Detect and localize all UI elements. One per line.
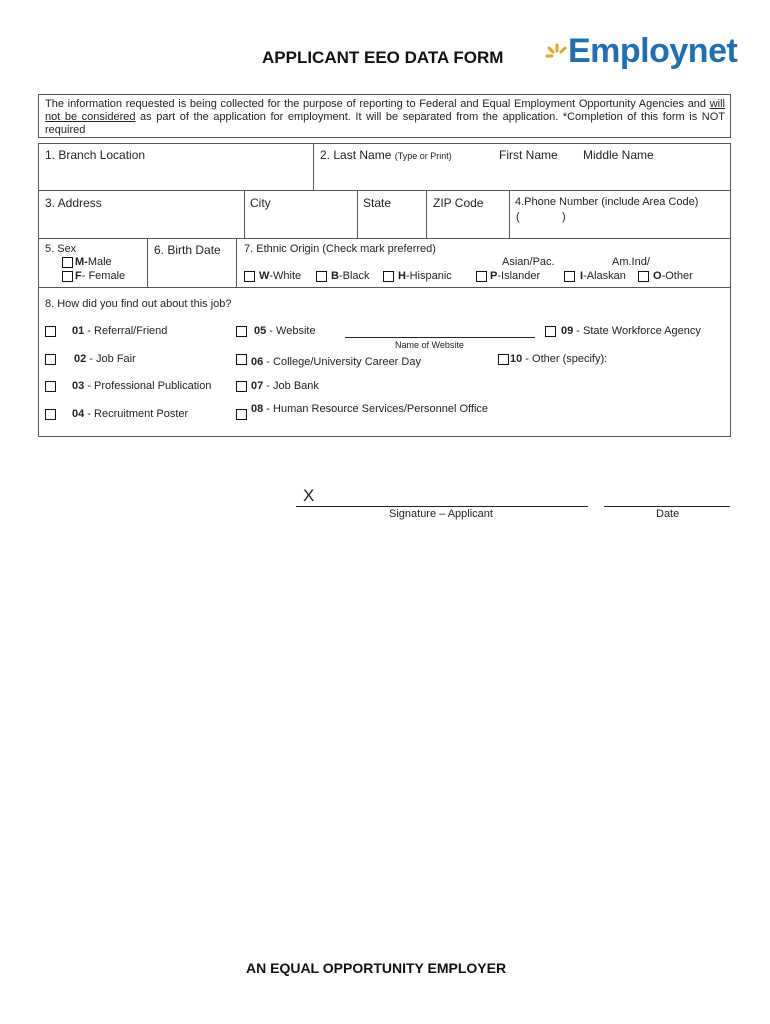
islander-checkbox[interactable]: [476, 271, 487, 282]
alaskan-checkbox[interactable]: [564, 271, 575, 282]
source-03-checkbox[interactable]: [45, 381, 56, 392]
black-checkbox[interactable]: [316, 271, 327, 282]
other-specify-field[interactable]: [615, 350, 725, 368]
phone-paren-close: ): [562, 211, 566, 223]
am-ind-label: Am.Ind/: [612, 256, 650, 268]
signature-x-mark: X: [303, 486, 315, 505]
female-option: F- Female: [75, 270, 126, 282]
zip-label: ZIP Code: [433, 196, 484, 210]
state-field[interactable]: [358, 212, 425, 237]
date-line[interactable]: [604, 506, 730, 507]
birth-date-field[interactable]: [148, 258, 235, 286]
black-option: B-Black: [331, 270, 370, 282]
source-04-checkbox[interactable]: [45, 409, 56, 420]
logo-wordmark: Employnet: [568, 32, 738, 70]
equal-opportunity-footer: AN EQUAL OPPORTUNITY EMPLOYER: [246, 960, 507, 976]
islander-option: P-Islander: [490, 270, 541, 282]
source-08-option: 08 - Human Resource Services/Personnel Office: [251, 403, 489, 415]
hispanic-checkbox[interactable]: [383, 271, 394, 282]
source-07-checkbox[interactable]: [236, 381, 247, 392]
intro-underlined: will not be considered: [45, 98, 725, 123]
source-10-option: 10 - Other (specify):: [510, 353, 608, 365]
sex-label: 5. Sex: [45, 243, 77, 255]
asian-pac-label: Asian/Pac.: [502, 256, 555, 268]
website-name-caption: Name of Website: [395, 340, 464, 350]
phone-field[interactable]: [575, 210, 725, 230]
source-05-checkbox[interactable]: [236, 326, 247, 337]
intro-text: The information requested is being collected for the purpose of reporting to Federal and Equal Employment Opportunity Agencies and will not be considered as part of the application for employment. It will be separated from the application. *Completion of this form is NOT required: [45, 98, 725, 136]
ethnic-origin-label: 7. Ethnic Origin (Check mark preferred): [244, 243, 436, 255]
source-question: 8. How did you find out about this job?: [45, 298, 232, 310]
city-field[interactable]: [245, 212, 356, 237]
source-05-option: 05 - Website: [254, 325, 316, 337]
branch-location-label: 1. Branch Location: [45, 148, 146, 162]
logo-burst-icon: [544, 42, 570, 68]
source-01-checkbox[interactable]: [45, 326, 56, 337]
phone-paren-open: (: [516, 211, 520, 223]
city-label: City: [250, 196, 271, 210]
middle-name-label: Middle Name: [583, 148, 654, 162]
male-checkbox[interactable]: [62, 257, 73, 268]
source-02-checkbox[interactable]: [45, 354, 56, 365]
last-name-note: (Type or Print): [394, 151, 452, 161]
source-06-checkbox[interactable]: [236, 354, 247, 365]
phone-label: 4.Phone Number (include Area Code): [515, 196, 699, 208]
source-07-option: 07 - Job Bank: [251, 380, 319, 392]
form-title: APPLICANT EEO DATA FORM: [262, 48, 504, 67]
alaskan-option: I-Alaskan: [580, 270, 626, 282]
white-checkbox[interactable]: [244, 271, 255, 282]
signature-line[interactable]: [296, 506, 588, 507]
first-name-label: First Name: [499, 148, 558, 162]
source-08-checkbox[interactable]: [236, 409, 247, 420]
source-04-option: 04 - Recruitment Poster: [72, 408, 189, 420]
branch-location-field[interactable]: [39, 163, 312, 189]
address-field[interactable]: [39, 212, 243, 237]
female-checkbox[interactable]: [62, 271, 73, 282]
white-option: W-White: [259, 270, 302, 282]
hispanic-option: H-Hispanic: [398, 270, 452, 282]
source-03-option: 03 - Professional Publication: [72, 380, 212, 392]
source-09-checkbox[interactable]: [545, 326, 556, 337]
address-label: 3. Address: [45, 196, 102, 210]
date-label: Date: [656, 508, 680, 520]
name-field[interactable]: [314, 163, 730, 189]
last-name-label: 2. Last Name (Type or Print): [320, 148, 452, 162]
other-option: O-Other: [653, 270, 693, 282]
male-option: M-Male: [75, 256, 112, 268]
other-checkbox[interactable]: [638, 271, 649, 282]
birth-date-label: 6. Birth Date: [154, 243, 221, 257]
website-name-line[interactable]: [345, 337, 535, 338]
state-label: State: [363, 196, 392, 210]
source-01-option: 01 - Referral/Friend: [72, 325, 168, 337]
source-09-option: 09 - State Workforce Agency: [561, 325, 701, 337]
source-02-option: 02 - Job Fair: [74, 353, 136, 365]
source-10-checkbox[interactable]: [498, 354, 509, 365]
source-06-option: 06 - College/University Career Day: [251, 356, 421, 368]
signature-label: Signature – Applicant: [389, 508, 493, 520]
zip-field[interactable]: [427, 212, 508, 237]
